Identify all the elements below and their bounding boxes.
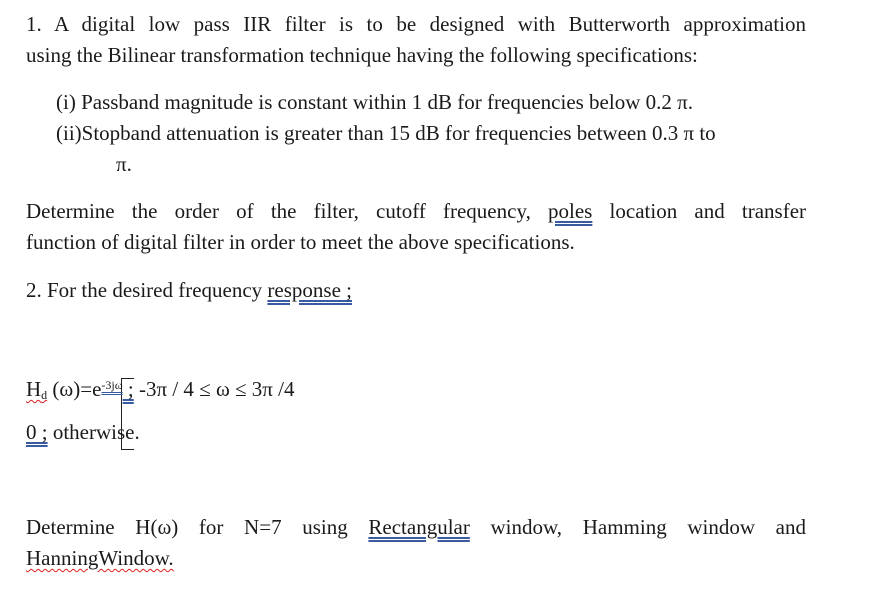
q2-intro-response: response ; (267, 278, 352, 302)
q1-line-1 (26, 12, 806, 36)
q2-hd-h: H (26, 377, 42, 401)
q1-spec-2-text: (ii)Stopband attenuation is greater than 15 dB for frequencies between 0.3 π to (56, 121, 716, 145)
q1-determine-a: Determine the order of the filter, cutoff frequency, (26, 199, 531, 223)
q2-determine-line-1 (26, 515, 806, 539)
q2-otherwise-zero: 0 ; (26, 420, 48, 444)
q1-line-1-text: 1. A digital low pass IIR filter is to be designed with Butterworth approximation (26, 12, 806, 36)
q1-determine-line-2 (26, 230, 575, 254)
q2-intro-a: 2. For the desired frequency (26, 278, 263, 302)
q1-line-2-text: using the Bilinear transformation technique having the following specifications: (26, 43, 698, 67)
q2-otherwise-text: otherwise. (47, 420, 140, 444)
q2-determine-rect: Rectangular (368, 515, 470, 539)
q2-otherwise (26, 420, 140, 444)
q2-hd-exponent: -3jω (101, 378, 123, 392)
q1-spec-2-cont (116, 152, 132, 176)
q1-determine-line-2-text: function of digital filter in order to meet the above specifications. (26, 230, 575, 254)
q1-determine-b: location and transfer (609, 199, 807, 223)
q1-spec-2-cont-text: π. (116, 152, 132, 176)
q1-determine-poles: poles (548, 199, 593, 223)
q1-spec-1-text: (i) Passband magnitude is constant within 1 dB for frequencies below 0.2 π. (56, 90, 693, 114)
q2-hd-range: -3π / 4 ≤ ω ≤ 3π /4 (133, 377, 295, 401)
q1-spec-2 (56, 121, 716, 145)
q2-determine-a: Determine H(ω) for N=7 using (26, 515, 348, 539)
q2-hd-sep: ; (122, 377, 134, 401)
q2-determine-hanning: HanningWindow. (26, 546, 174, 570)
q2-hd-mid: (ω)=e (47, 377, 102, 401)
q2-determine-line-2 (26, 546, 174, 570)
q2-determine-b: window, Hamming window and (490, 515, 806, 539)
q1-spec-1 (56, 90, 693, 114)
q2-intro (26, 278, 352, 302)
q2-hd-equation (26, 373, 294, 407)
q2-hd-symbol (26, 377, 47, 401)
q2-hd-subscript: d (41, 388, 48, 402)
q1-line-2 (26, 43, 698, 67)
q1-determine-line-1 (26, 199, 806, 223)
